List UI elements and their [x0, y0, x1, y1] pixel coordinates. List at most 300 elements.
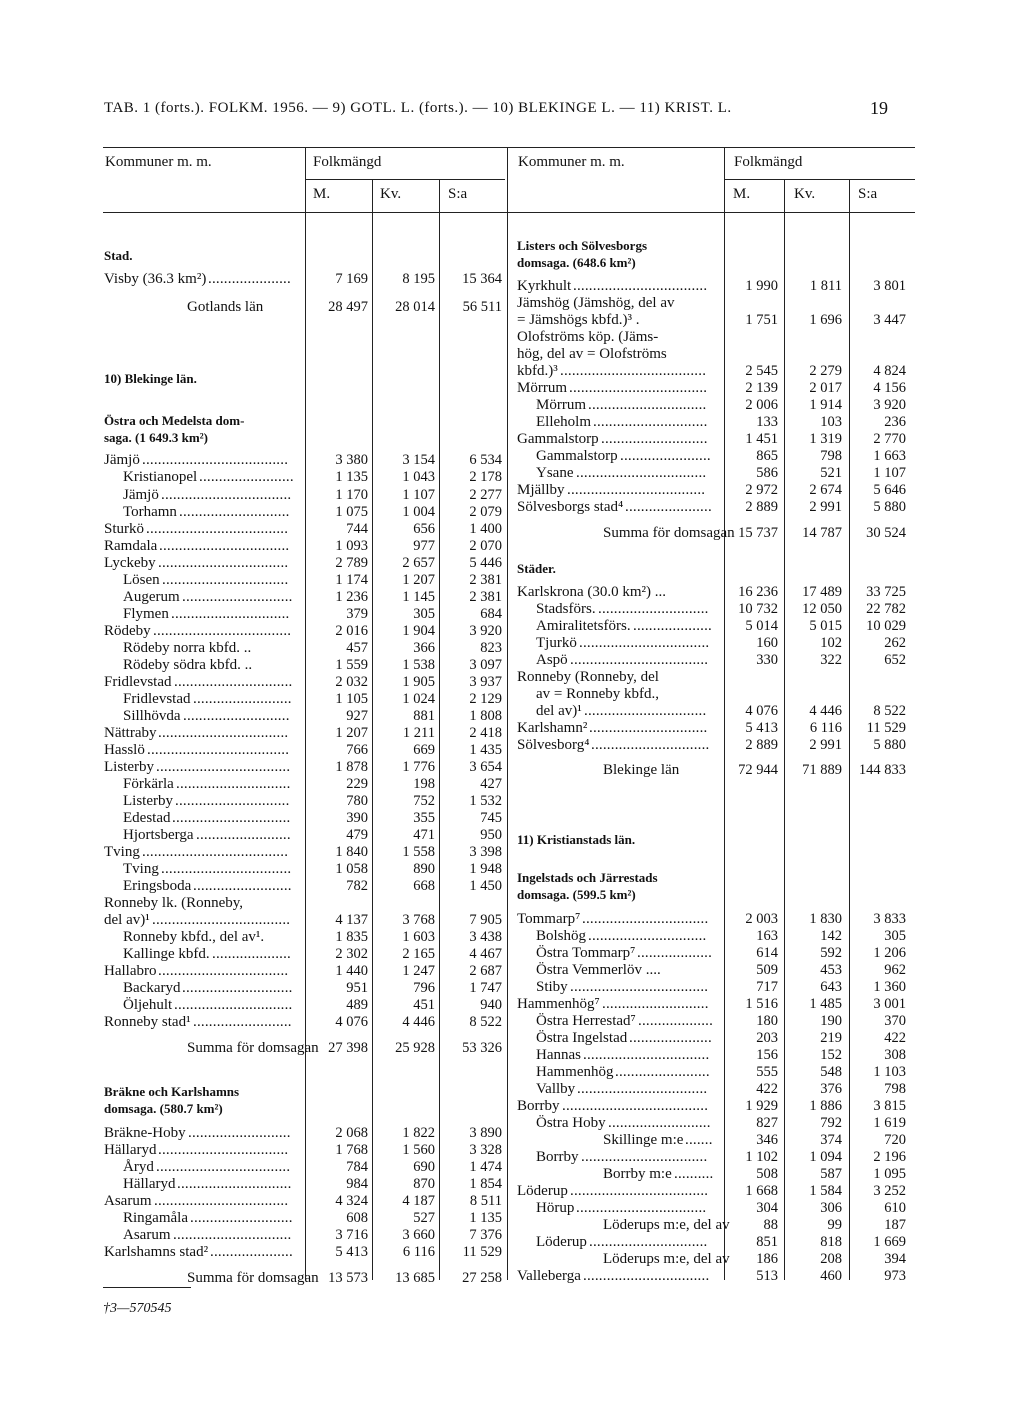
row-label: Löderups m:e, del av — [603, 1217, 730, 1233]
cell-kv: 1 914 — [809, 397, 842, 413]
row-label: Östra Herrestad⁷ — [536, 1013, 636, 1029]
cell-kv: 1 904 — [402, 623, 435, 639]
row-label: del av)¹ — [104, 912, 150, 928]
cell-m: 88 — [763, 1217, 778, 1233]
cell-m: 509 — [756, 962, 778, 978]
cell-m: 1 878 — [335, 759, 368, 775]
row-label: Aspö — [536, 652, 568, 668]
subheader-rule-left — [305, 179, 505, 180]
table-header-rule — [103, 212, 915, 213]
dot-leader: .................................. — [573, 278, 708, 294]
row-label: hög, del av = Olofströms — [517, 346, 667, 362]
cell-kv: 881 — [413, 708, 435, 724]
row-label: Summa för domsagan — [603, 525, 735, 541]
cell-m: 1 929 — [745, 1098, 778, 1114]
cell-kv: 1 094 — [809, 1149, 842, 1165]
cell-sa: 27 258 — [462, 1270, 502, 1286]
table-top-rule — [103, 147, 915, 148]
cell-kv: 548 — [820, 1064, 842, 1080]
cell-m: 1 170 — [335, 487, 368, 503]
cell-kv: 142 — [820, 928, 842, 944]
cell-kv: 1 822 — [402, 1125, 435, 1141]
dot-leader: ....................... — [620, 448, 711, 464]
cell-sa: 2 687 — [469, 963, 502, 979]
row-label: Amiralitetsförs. — [536, 618, 631, 634]
row-label: Stiby — [536, 979, 568, 995]
dot-leader: ................................... — [570, 652, 709, 668]
cell-sa: 684 — [480, 606, 502, 622]
row-label: Rödeby — [104, 623, 151, 639]
cell-kv: 99 — [827, 1217, 842, 1233]
cell-sa: 7 376 — [469, 1227, 502, 1243]
running-title: TAB. 1 (forts.). FOLKM. 1956. — 9) GOTL. L. (forts.). — 10) BLEKINGE L. — 11) KRIST. L. — [104, 100, 732, 116]
subheader-rule-right — [724, 179, 915, 180]
dot-leader: ................................. — [576, 465, 707, 481]
row-label: Backaryd — [123, 980, 181, 996]
dot-leader: ....... — [685, 1132, 713, 1148]
cell-m: 304 — [756, 1200, 778, 1216]
row-label: Öljehult — [123, 997, 173, 1013]
dot-leader: ................... — [638, 1013, 714, 1029]
dot-leader: ................................ — [582, 911, 709, 927]
cell-kv: 1 886 — [809, 1098, 842, 1114]
cell-m: 133 — [756, 414, 778, 430]
dot-leader: ..................................... — [142, 452, 289, 468]
dot-leader: ............................ — [598, 601, 709, 617]
cell-kv: 2 165 — [402, 946, 435, 962]
cell-kv: 2 991 — [809, 737, 842, 753]
cell-kv: 1 830 — [809, 911, 842, 927]
cell-m: 72 944 — [738, 762, 778, 778]
cell-m: 2 545 — [745, 363, 778, 379]
cell-sa: 2 070 — [469, 538, 502, 554]
row-label: Stadsförs. — [536, 601, 596, 617]
dot-leader: .............................. — [588, 928, 707, 944]
cell-m: 180 — [756, 1013, 778, 1029]
cell-sa: 1 669 — [873, 1234, 906, 1250]
row-label: Hannas — [536, 1047, 581, 1063]
dot-leader: .............................. — [588, 397, 707, 413]
cell-m: 782 — [346, 878, 368, 894]
row-label: kbfd.)³ — [517, 363, 558, 379]
row-label: Jämjö — [123, 487, 159, 503]
row-label: Listerby — [104, 759, 154, 775]
cell-m: 1 990 — [745, 278, 778, 294]
cell-sa: 1 808 — [469, 708, 502, 724]
cell-m: 390 — [346, 810, 368, 826]
col-kv-right: Kv. — [794, 186, 816, 202]
cell-sa: 962 — [884, 962, 906, 978]
cell-sa: 5 880 — [873, 737, 906, 753]
cell-kv: 1 905 — [402, 674, 435, 690]
cell-sa: 3 920 — [469, 623, 502, 639]
cell-m: 2 139 — [745, 380, 778, 396]
cell-sa: 2 178 — [469, 469, 502, 485]
cell-m: 1 058 — [335, 861, 368, 877]
dot-leader: ......................... — [193, 878, 292, 894]
cell-m: 1 668 — [745, 1183, 778, 1199]
cell-m: 163 — [756, 928, 778, 944]
cell-kv: 521 — [820, 465, 842, 481]
dot-leader: ................................... — [153, 623, 292, 639]
cell-sa: 8 522 — [469, 1014, 502, 1030]
cell-m: 1 093 — [335, 538, 368, 554]
cell-sa: 1 095 — [873, 1166, 906, 1182]
cell-m: 330 — [756, 652, 778, 668]
cell-kv: 2 279 — [809, 363, 842, 379]
dot-leader: ................................. — [161, 861, 292, 877]
cell-kv: 818 — [820, 1234, 842, 1250]
cell-sa: 4 467 — [469, 946, 502, 962]
row-label: Ronneby (Ronneby, del — [517, 669, 659, 685]
row-label: Summa för domsagan — [187, 1270, 319, 1286]
cell-m: 2 016 — [335, 623, 368, 639]
cell-m: 422 — [756, 1081, 778, 1097]
cell-kv: 527 — [413, 1210, 435, 1226]
cell-kv: 798 — [820, 448, 842, 464]
cell-sa: 3 920 — [873, 397, 906, 413]
dot-leader: ..................... — [210, 1244, 293, 1260]
cell-sa: 2 129 — [469, 691, 502, 707]
row-label: Östra Vemmerlöv .... — [536, 962, 661, 978]
cell-kv: 752 — [413, 793, 435, 809]
cell-kv: 1 538 — [402, 657, 435, 673]
cell-sa: 1 450 — [469, 878, 502, 894]
cell-m: 346 — [756, 1132, 778, 1148]
row-label: Gotlands län — [187, 299, 264, 315]
dot-leader: ................................ — [583, 1047, 710, 1063]
cell-m: 15 737 — [738, 525, 778, 541]
section-heading: Stad. — [104, 248, 133, 263]
row-label: Karlshamns stad² — [104, 1244, 209, 1260]
dot-leader: ........................... — [602, 996, 709, 1012]
cell-m: 27 398 — [328, 1040, 368, 1056]
cell-sa: 30 524 — [866, 525, 906, 541]
cell-kv: 870 — [413, 1176, 435, 1192]
dot-leader: .......................... — [190, 1210, 293, 1226]
dot-leader: .............................. — [589, 1234, 708, 1250]
cell-m: 1 440 — [335, 963, 368, 979]
page-number: 19 — [870, 98, 888, 118]
cell-m: 1 207 — [335, 725, 368, 741]
cell-kv: 471 — [413, 827, 435, 843]
section-heading: domsaga. (580.7 km²) — [104, 1101, 223, 1116]
cell-m: 4 324 — [335, 1193, 368, 1209]
cell-sa: 3 001 — [873, 996, 906, 1012]
cell-kv: 2 991 — [809, 499, 842, 515]
cell-kv: 796 — [413, 980, 435, 996]
dot-leader: .............................. — [173, 1227, 292, 1243]
cell-sa: 940 — [480, 997, 502, 1013]
row-label: Hammenhög — [536, 1064, 614, 1080]
dot-leader: ............................. — [176, 776, 291, 792]
dot-leader: .......................... — [608, 1115, 711, 1131]
row-label: Nättraby — [104, 725, 157, 741]
cell-m: 10 732 — [738, 601, 778, 617]
cell-m: 717 — [756, 979, 778, 995]
cell-m: 1 105 — [335, 691, 368, 707]
cell-sa: 308 — [884, 1047, 906, 1063]
cell-kv: 1 603 — [402, 929, 435, 945]
row-label: Flymen — [123, 606, 169, 622]
cell-kv: 376 — [820, 1081, 842, 1097]
cell-kv: 1 558 — [402, 844, 435, 860]
dot-leader: ................................. — [579, 635, 710, 651]
cell-sa: 33 725 — [866, 584, 906, 600]
cell-kv: 14 787 — [802, 525, 842, 541]
cell-m: 1 751 — [745, 312, 778, 328]
cell-m: 2 068 — [335, 1125, 368, 1141]
section-heading: domsaga. (648.6 km²) — [517, 255, 636, 270]
cell-sa: 11 529 — [866, 720, 906, 736]
cell-kv: 4 446 — [809, 703, 842, 719]
cell-sa: 1 948 — [469, 861, 502, 877]
row-label: Förkärla — [123, 776, 174, 792]
row-label: Kristianopel — [123, 469, 198, 485]
row-label: Jämjö — [104, 452, 140, 468]
dot-leader: ................................... — [152, 912, 291, 928]
row-label: Fridlevstad — [104, 674, 172, 690]
cell-kv: 453 — [820, 962, 842, 978]
row-label: Augerum — [123, 589, 180, 605]
cell-sa: 3 815 — [873, 1098, 906, 1114]
cell-m: 2 032 — [335, 674, 368, 690]
cell-m: 2 972 — [745, 482, 778, 498]
row-label: Bolshög — [536, 928, 587, 944]
cell-sa: 1 400 — [469, 521, 502, 537]
cell-sa: 1 474 — [469, 1159, 502, 1175]
cell-kv: 374 — [820, 1132, 842, 1148]
cell-sa: 1 206 — [873, 945, 906, 961]
cell-kv: 102 — [820, 635, 842, 651]
cell-m: 13 573 — [328, 1270, 368, 1286]
cell-sa: 3 801 — [873, 278, 906, 294]
cell-sa: 370 — [884, 1013, 906, 1029]
row-label: Rödeby södra kbfd. .. — [123, 657, 253, 673]
cell-kv: 366 — [413, 640, 435, 656]
cell-kv: 643 — [820, 979, 842, 995]
section-heading: domsaga. (599.5 km²) — [517, 887, 636, 902]
cell-sa: 2 277 — [469, 487, 502, 503]
cell-sa: 56 511 — [462, 299, 502, 315]
row-label: Summa för domsagan — [187, 1040, 319, 1056]
dot-leader: ................................ — [162, 572, 289, 588]
dot-leader: ................................. — [577, 1081, 708, 1097]
cell-m: 513 — [756, 1268, 778, 1284]
cell-m: 2 302 — [335, 946, 368, 962]
cell-sa: 5 646 — [873, 482, 906, 498]
cell-m: 555 — [756, 1064, 778, 1080]
cell-m: 951 — [346, 980, 368, 996]
dot-leader: .................... — [633, 618, 712, 634]
cell-m: 614 — [756, 945, 778, 961]
row-label: Östra Hoby — [536, 1115, 606, 1131]
dot-leader: .................................. — [156, 759, 291, 775]
cell-kv: 1 584 — [809, 1183, 842, 1199]
cell-m: 851 — [756, 1234, 778, 1250]
cell-kv: 690 — [413, 1159, 435, 1175]
row-label: Hällaryd — [123, 1176, 176, 1192]
cell-kv: 8 195 — [402, 271, 435, 287]
cell-kv: 219 — [820, 1030, 842, 1046]
col-kommuner-right: Kommuner m. m. — [518, 154, 625, 170]
cell-kv: 4 187 — [402, 1193, 435, 1209]
cell-sa: 720 — [884, 1132, 906, 1148]
cell-m: 1 835 — [335, 929, 368, 945]
row-label: Hallabro — [104, 963, 157, 979]
dot-leader: .................................. — [154, 1193, 289, 1209]
row-label: Hasslö — [104, 742, 145, 758]
row-label: Asarum — [123, 1227, 171, 1243]
cell-sa: 427 — [480, 776, 502, 792]
col-folkmangd-right: Folkmängd — [734, 154, 803, 170]
row-label: Ramdala — [104, 538, 158, 554]
row-label: Borrby — [536, 1149, 579, 1165]
cell-sa: 4 156 — [873, 380, 906, 396]
row-label: Edestad — [123, 810, 171, 826]
dot-leader: ................................. — [161, 487, 292, 503]
row-label: Tommarp⁷ — [517, 911, 581, 927]
row-label: Lösen — [123, 572, 160, 588]
row-label: Karlskrona (30.0 km²) ... — [517, 584, 667, 600]
dot-leader: ......................... — [193, 1014, 292, 1030]
cell-sa: 950 — [480, 827, 502, 843]
cell-m: 784 — [346, 1159, 368, 1175]
cell-kv: 152 — [820, 1047, 842, 1063]
cell-kv: 2 017 — [809, 380, 842, 396]
cell-m: 1 174 — [335, 572, 368, 588]
dot-leader: ................................. — [159, 538, 290, 554]
cell-sa: 1 532 — [469, 793, 502, 809]
cell-m: 608 — [346, 1210, 368, 1226]
cell-sa: 798 — [884, 1081, 906, 1097]
row-label: Visby (36.3 km²) — [104, 271, 207, 287]
cell-kv: 1 811 — [809, 278, 842, 294]
cell-sa: 3 654 — [469, 759, 502, 775]
dot-leader: .............................. — [174, 674, 293, 690]
row-label: Hjortsberga — [123, 827, 194, 843]
row-label: Östra Ingelstad — [536, 1030, 628, 1046]
row-label: Östra Tommarp⁷ — [536, 945, 636, 961]
row-label: Elleholm — [536, 414, 591, 430]
cell-kv: 6 116 — [809, 720, 842, 736]
cell-sa: 15 364 — [462, 271, 502, 287]
cell-m: 766 — [346, 742, 368, 758]
cell-sa: 1 663 — [873, 448, 906, 464]
cell-sa: 3 438 — [469, 929, 502, 945]
cell-sa: 652 — [884, 652, 906, 668]
row-label: Rödeby norra kbfd. .. — [123, 640, 252, 656]
cell-sa: 1 854 — [469, 1176, 502, 1192]
dot-leader: ................................. — [158, 725, 289, 741]
cell-m: 489 — [346, 997, 368, 1013]
cell-sa: 8 511 — [469, 1193, 502, 1209]
dot-leader: ................................ — [581, 1149, 708, 1165]
dot-leader: ............................. — [175, 793, 290, 809]
dot-leader: .............................. — [174, 997, 293, 1013]
cell-kv: 1 485 — [809, 996, 842, 1012]
cell-kv: 2 657 — [402, 555, 435, 571]
dot-leader: ................................... — [567, 482, 706, 498]
cell-m: 479 — [346, 827, 368, 843]
cell-kv: 1 107 — [402, 487, 435, 503]
row-label: Sölvesborgs stad⁴ — [517, 499, 624, 515]
cell-sa: 144 833 — [858, 762, 906, 778]
row-label: Torhamn — [123, 504, 177, 520]
cell-sa: 305 — [884, 928, 906, 944]
row-label: Mörrum — [517, 380, 567, 396]
dot-leader: .................................... — [146, 521, 289, 537]
cell-m: 156 — [756, 1047, 778, 1063]
dot-leader: ...................... — [625, 499, 712, 515]
dot-leader: ........................... — [183, 708, 290, 724]
cell-m: 780 — [346, 793, 368, 809]
dot-leader: .............................. — [171, 606, 290, 622]
cell-kv: 103 — [820, 414, 842, 430]
row-label: Ysane — [536, 465, 574, 481]
dot-leader: ................................ — [583, 1268, 710, 1284]
cell-kv: 460 — [820, 1268, 842, 1284]
cell-sa: 2 418 — [469, 725, 502, 741]
section-heading: Listers och Sölvesborgs — [517, 238, 647, 253]
cell-m: 2 889 — [745, 737, 778, 753]
row-label: Löderups m:e, del av — [603, 1251, 730, 1267]
dot-leader: ................................... — [570, 1183, 709, 1199]
cell-sa: 5 880 — [873, 499, 906, 515]
cell-kv: 355 — [413, 810, 435, 826]
dot-leader: ..................................... — [142, 844, 289, 860]
cell-m: 2 003 — [745, 911, 778, 927]
row-label: = Jämshögs kbfd.)³ . — [517, 312, 640, 328]
cell-kv: 1 207 — [402, 572, 435, 588]
cell-m: 7 169 — [335, 271, 368, 287]
cell-m: 5 413 — [335, 1244, 368, 1260]
cell-kv: 1 043 — [402, 469, 435, 485]
col-m-right: M. — [733, 186, 751, 202]
cell-kv: 6 116 — [402, 1244, 435, 1260]
cell-sa: 1 107 — [873, 465, 906, 481]
cell-m: 4 076 — [745, 703, 778, 719]
cell-kv: 208 — [820, 1251, 842, 1267]
row-label: del av)¹ — [536, 703, 582, 719]
row-label: Kallinge kbfd. — [123, 946, 210, 962]
dot-leader: ........................ — [615, 1064, 710, 1080]
dot-leader: ................................. — [158, 1142, 289, 1158]
dot-leader: ................................. — [158, 555, 289, 571]
footer-rule — [103, 1287, 191, 1288]
cell-kv: 890 — [413, 861, 435, 877]
row-label: Ringamåla — [123, 1210, 188, 1226]
cell-kv: 656 — [413, 521, 435, 537]
section-heading: Bräkne och Karlshamns — [104, 1084, 240, 1099]
section-heading: Ingelstads och Järrestads — [517, 870, 658, 885]
cell-m: 1 075 — [335, 504, 368, 520]
cell-m: 186 — [756, 1251, 778, 1267]
cell-kv: 12 050 — [802, 601, 842, 617]
col-sa-right: S:a — [858, 186, 878, 202]
row-label: Blekinge län — [603, 762, 680, 778]
cell-sa: 3 890 — [469, 1125, 502, 1141]
row-label: Jämshög (Jämshög, del av — [517, 295, 675, 311]
dot-leader: ................................. — [576, 1200, 707, 1216]
section-heading: Östra och Medelsta dom- — [104, 413, 245, 428]
cell-kv: 1 560 — [402, 1142, 435, 1158]
cell-m: 508 — [756, 1166, 778, 1182]
cell-sa: 394 — [884, 1251, 906, 1267]
dot-leader: ..................................... — [562, 1098, 709, 1114]
cell-m: 1 236 — [335, 589, 368, 605]
col-m-left: M. — [313, 186, 331, 202]
